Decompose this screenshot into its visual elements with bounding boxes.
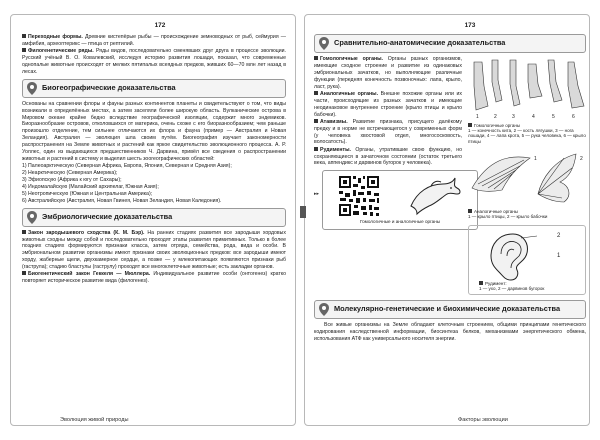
analogous-figure xyxy=(468,148,586,219)
map-pin-icon xyxy=(27,82,37,95)
page-number: 173 xyxy=(464,22,476,29)
section-header-molecular xyxy=(314,300,586,319)
definition: Древние кистепёрые рыбы — происхождение земноводных от рыб, сеймурия — амфибия, археоптерикс — птица от рептилий. xyxy=(22,34,286,47)
caption-title: Рудимент: xyxy=(485,280,507,286)
section-header-embryo xyxy=(22,208,286,227)
caption-marker-icon xyxy=(468,123,472,127)
dolphin-icon xyxy=(407,176,463,216)
paragraph-haeckel-law xyxy=(22,271,286,285)
paragraph-analogous xyxy=(314,91,462,119)
svg-text:1: 1 xyxy=(534,155,537,162)
paragraph-phylogenetic xyxy=(22,48,286,76)
list-item: 3) Эфиопскую (Африка к югу от Сахары); xyxy=(22,177,122,183)
label-2-icon xyxy=(555,228,567,240)
paragraph-transitional xyxy=(22,34,286,48)
section-title: Молекулярно-генетические и биохимические доказательства xyxy=(334,304,561,314)
bullet-icon xyxy=(22,48,26,52)
definition: Развитие признака, присущего далёкому предку и в норме не встречающегося у современных форм (у человека хвостовой отдел, многососковость, волосатость). xyxy=(314,118,462,146)
qr-code-icon[interactable] xyxy=(337,174,385,218)
map-pin-icon xyxy=(319,37,329,50)
section-title: Биогеографические доказательства xyxy=(42,82,176,92)
paragraph-rudiment xyxy=(314,147,462,168)
bullet-icon xyxy=(22,271,26,275)
definition: На ранних стадиях развития все зародыши хордовых животных сходны между собой и последовательно проходят этапы развития примитивных. Только в более поздних стадиях формируются признаки класса, затем отряда, семейства, рода, вида и особи. В эмбриональном развитии организмы имеют признаки своих эволюционных предков: все зародыши имеют хорду, жаберные щели, двухкамерное сердце, а позже — у млекопитающих появляются признаки рыб (гаструла); стадию бластулы (гаструлу) проходят все многоклеточные животные; есть закладки органов. xyxy=(22,229,286,271)
right-page xyxy=(300,0,600,440)
map-pin-icon xyxy=(319,303,329,316)
caption-text: 1 — крыло птицы, 2 — крыло бабочки xyxy=(468,213,548,219)
label-1-icon xyxy=(555,248,567,260)
molecular-text: Все живые организмы на Земле обладают клеточным строением, общими принципами генетического кодирования наследственной информации, биосинтеза белков, механизмами энергетического обмена, использования АТФ как универсального носителя энергии. xyxy=(314,322,586,342)
figure-caption xyxy=(479,281,579,291)
section-header-anatomy xyxy=(314,34,586,53)
svg-text:2: 2 xyxy=(557,233,561,240)
bullet-icon xyxy=(314,91,318,95)
svg-text:2: 2 xyxy=(494,114,497,120)
caption-title: Аналогичные органы xyxy=(474,208,518,214)
anatomy-figure-column xyxy=(468,56,586,295)
term: Гомологичные органы. xyxy=(320,56,383,62)
svg-text:6: 6 xyxy=(572,114,575,120)
paragraph-homologous xyxy=(314,56,462,91)
svg-text:5: 5 xyxy=(552,114,555,120)
qr-caption: Гомологичные и аналогичные органы xyxy=(359,219,441,225)
bullet-icon xyxy=(314,56,318,60)
page-number: 172 xyxy=(154,22,166,29)
map-pin-icon xyxy=(27,211,37,224)
caption-marker-icon xyxy=(468,209,472,213)
section-title: Эмбриологические доказательства xyxy=(42,211,173,221)
anatomy-text-column xyxy=(314,56,462,295)
term: Филогенетические ряды. xyxy=(28,48,94,55)
section-header-biogeo xyxy=(22,79,286,98)
figure-caption xyxy=(468,123,586,144)
definition: Внешне похожие органы или их части, происходящие из разных зачатков и имеющие неодинаковое внутреннее строение (крыло птицы и крыло бабочки). xyxy=(314,90,462,118)
bullet-icon xyxy=(22,230,26,234)
term: Биогенетический закон Геккеля — Мюллера. xyxy=(28,271,151,278)
svg-text:1: 1 xyxy=(476,114,479,120)
left-content xyxy=(22,34,286,285)
list-item: 5) Неотропическую (Южная и Центральная Америка); xyxy=(22,190,153,197)
term: Аналогичные органы. xyxy=(320,90,379,97)
list-item: 1) Палеоарктическую (Северная Африка, Европа, Япония, Северная и Средняя Азия); xyxy=(22,163,232,170)
bullet-icon xyxy=(314,119,318,123)
biogeo-text: Основаны на сравнении флоры и фауны разных континентов планеты и свидетельствуют о том, что виды возникали в определённых местах, а затем заселяли более широкую область. Вулканические острова в Мировом океане крайне бедно вследствие географической изоляции, содержит много эндемиков. Биоразнообразие островов, отколовшихся от материка, очень схоже с его биоразнообразием; чем раньше произошло отделение, тем сильнее отличаются их флора и фауна (пример — Австралия и Новая Зеландия). Австралия — эволюция шла своим путём. Биогеография изучает закономерности распространения на Земле животных и растений как яркое свидетельство эволюционного процесса. А. Р. Уоллес, один из выдающихся предшественников Ч. Дарвина, привёл все сведения о распространении животных и растений в систему и выделил шесть зоогеографических областей: xyxy=(22,100,286,162)
ear-illustration xyxy=(483,230,543,282)
paragraph-atavism xyxy=(314,119,462,147)
section-title: Сравнительно-анатомические доказательства xyxy=(334,38,506,48)
term: Рудименты. xyxy=(320,146,351,153)
term: Закон зародышевого сходства (К. М. Бэр). xyxy=(28,229,145,236)
bullet-icon xyxy=(22,34,26,38)
caption-text: 1 — конечность кита, 2 — кость лягушки, 3 — нога лошади, 4 — лапа крота, 5 — рука человека, 6 — крыло птицы xyxy=(468,128,586,144)
svg-text:4: 4 xyxy=(532,114,535,120)
definition: Ряды видов, последовательно сменявших друг друга в процессе эволюции. Русский учёный В. О. Ковалевский, исследуя историю развития лошади, показал, что современные однопалые животные происходят от мелких пятипалых всеядных предков, живших 60—70 млн лет назад в лесах. xyxy=(22,48,286,75)
running-footer: Эволюция живой природы xyxy=(60,417,129,423)
anatomy-row xyxy=(314,56,586,295)
svg-text:3: 3 xyxy=(512,114,515,120)
limbs-illustration xyxy=(468,56,586,120)
paragraph-baer-law xyxy=(22,230,286,271)
homologous-figure xyxy=(468,56,586,144)
definition: Индивидуальное развитие особи (онтогенез) кратко повторяет историческое развитие вида (филогенез). xyxy=(22,271,287,285)
definition: Органы разных организмов, имеющие сходное строение и развитие из одинаковых эмбриональных зачатков, но выполняющие различные функции (передняя конечность позвоночных: лапа, крыло, ласт, рука). xyxy=(314,56,462,90)
list-item: 4) Индомалайскую (Малайский архипелаг, Южная Азия); xyxy=(22,183,159,190)
regions-list xyxy=(22,163,286,204)
rudiment-figure xyxy=(468,225,586,295)
figure-caption xyxy=(468,209,586,219)
right-content xyxy=(314,34,586,343)
term: Переходные формы. xyxy=(28,34,83,40)
caption-title: Гомологичные органы xyxy=(474,122,521,128)
term: Атавизмы. xyxy=(320,118,348,125)
list-item: 6) Австралийскую (Австралия, Новая Гвинея, Новая Зеландия, Новая Каледония). xyxy=(22,197,222,204)
page-edge-marker xyxy=(300,206,306,218)
running-footer: Факторы эволюции xyxy=(458,417,508,423)
caption-marker-icon xyxy=(479,281,483,285)
definition: Органы, утратившие свою функцию, но сохраняющиеся в зачаточном состоянии (остаток третьего века, аппендикс и дарвинов бугорок у человека). xyxy=(314,146,462,167)
svg-text:2: 2 xyxy=(580,155,583,162)
svg-text:1: 1 xyxy=(557,253,561,260)
bullet-icon xyxy=(314,147,318,151)
caption-text: 1 — ухо, 2 — дарвинов бугорок xyxy=(479,285,545,291)
wings-illustration xyxy=(468,148,586,206)
list-item: 2) Неарктическую (Северная Америка); xyxy=(22,170,118,177)
qr-card[interactable] xyxy=(314,170,478,230)
arrow-marker-icon: ▸▸ xyxy=(314,191,320,198)
